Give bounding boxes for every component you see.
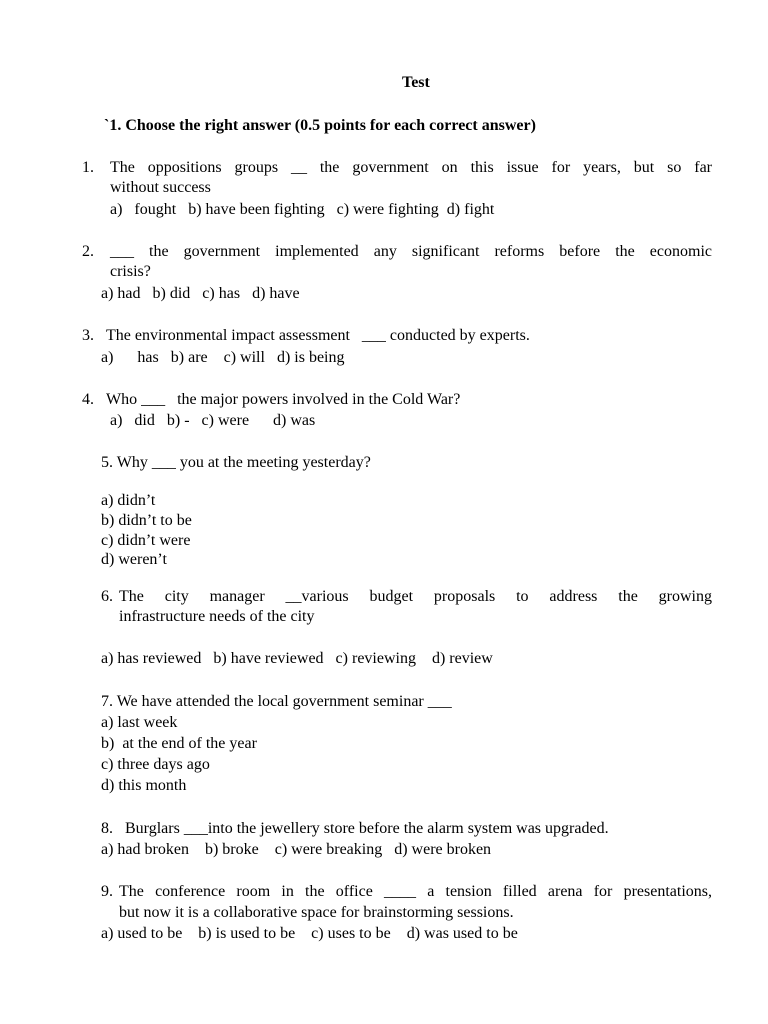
question-number: 2. (82, 243, 94, 260)
question-text: The oppositions groups __ the government on this issue for years, but so far (110, 159, 712, 176)
question-number: 3. (82, 327, 94, 344)
answer-options: a) has reviewed b) have reviewed c) reviewing d) review (101, 650, 493, 667)
question-text: 7. We have attended the local government seminar ___ (101, 693, 452, 710)
question-text: The environmental impact assessment ___ conducted by experts. (106, 327, 530, 344)
question-number: 1. (82, 159, 94, 176)
question-text: without success (110, 179, 211, 196)
answer-option: a) last week (101, 714, 178, 731)
question-text: 8. Burglars ___into the jewellery store before the alarm system was upgraded. (101, 820, 609, 837)
question-text: 5. Why ___ you at the meeting yesterday? (101, 454, 371, 471)
question-text: ___ the government implemented any significant reforms before the economic (110, 243, 712, 260)
answer-option: b) didn’t to be (101, 512, 192, 529)
question-text: crisis? (110, 263, 151, 280)
answer-option: d) weren’t (101, 551, 167, 568)
answer-options: a) had b) did c) has d) have (101, 285, 300, 302)
page-title: Test (402, 74, 430, 91)
question-text: Who ___ the major powers involved in the Cold War? (106, 391, 461, 408)
question-text: infrastructure needs of the city (119, 608, 315, 625)
section-heading: `1. Choose the right answer (0.5 points for each correct answer) (104, 117, 536, 134)
answer-option: c) three days ago (101, 756, 210, 773)
answer-option: c) didn’t were (101, 532, 191, 549)
answer-options: a) did b) - c) were d) was (110, 412, 316, 429)
question-text: but now it is a collaborative space for brainstorming sessions. (119, 904, 514, 921)
question-text: The city manager __various budget proposals to address the growing (119, 588, 712, 605)
answer-options: a) used to be b) is used to be c) uses to be d) was used to be (101, 925, 518, 942)
answer-options: a) had broken b) broke c) were breaking d) were broken (101, 841, 492, 858)
question-number: 9. (101, 883, 113, 900)
answer-option: a) didn’t (101, 492, 156, 509)
question-number: 6. (101, 588, 113, 605)
answer-options: a) fought b) have been fighting c) were fighting d) fight (110, 201, 495, 218)
question-number: 4. (82, 391, 94, 408)
question-text: The conference room in the office ____ a tension filled arena for presentations, (119, 883, 712, 900)
answer-option: d) this month (101, 777, 187, 794)
answer-option: b) at the end of the year (101, 735, 257, 752)
answer-options: a) has b) are c) will d) is being (101, 349, 345, 366)
